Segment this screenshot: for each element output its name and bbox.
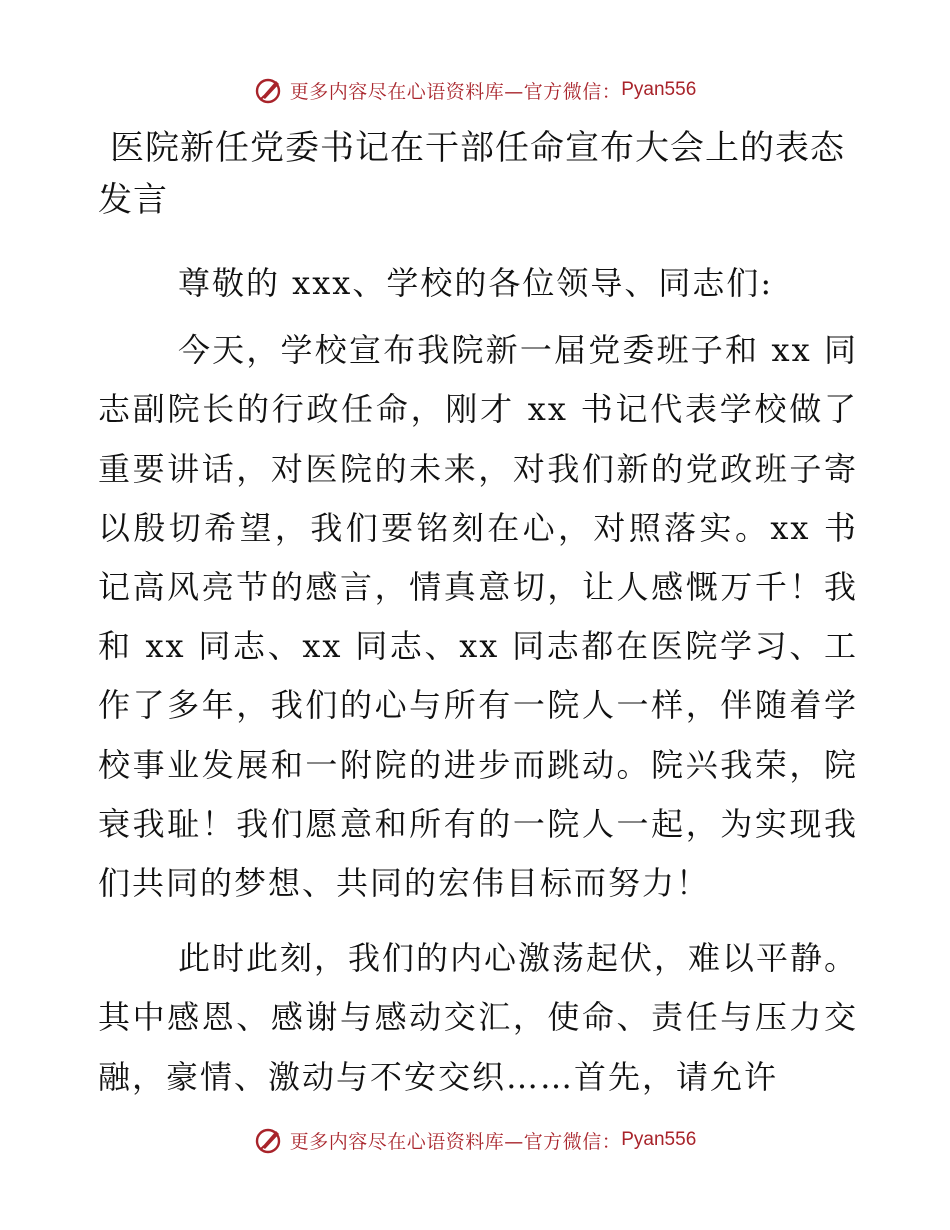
document-body bbox=[98, 122, 858, 1107]
watermark-wechat-id: Pyan556 bbox=[621, 79, 697, 100]
watermark-text: 更多内容尽在心语资料库—官方微信： bbox=[289, 1130, 622, 1153]
document-title: 医院新任党委书记在干部任命宣布大会上的表态发言 bbox=[98, 128, 845, 220]
watermark-text: 更多内容尽在心语资料库—官方微信： bbox=[289, 80, 622, 103]
watermark-wechat-id: Pyan556 bbox=[621, 1129, 697, 1150]
quill-logo-icon bbox=[254, 1125, 284, 1155]
greeting-paragraph: 尊敬的 xxx、学校的各位领导、同志们: bbox=[178, 264, 774, 302]
body-paragraph-2: 此时此刻，我们的内心激荡起伏，难以平静。其中感恩、感谢与感动交汇，使命、责任与压力交融，豪情、激动与不安交织……首先，请允许 bbox=[98, 939, 859, 1096]
body-paragraph-1: 今天，学校宣布我院新一届党委班子和 xx 同志副院长的行政任命，刚才 xx 书记代表学校做了重要讲话，对医院的未来，对我们新的党政班子寄以殷切希望，我们要铭刻在心，对照落实。xx 书记高风亮节的感言，情真意切，让人感慨万千！我和 xx 同志、xx 同志、xx 同志都在医院学习、工作了多年，我们的心与所有一院人一样，伴随着学校事业发展和一附院的进步而跳动。院兴我荣，院衰我耻！我们愿意和所有的一院人一起，为实现我们共同的梦想、共同的宏伟目标而努力！ bbox=[98, 331, 858, 903]
header-watermark bbox=[0, 70, 950, 110]
footer-watermark bbox=[0, 1120, 950, 1160]
quill-logo-icon bbox=[254, 75, 284, 105]
